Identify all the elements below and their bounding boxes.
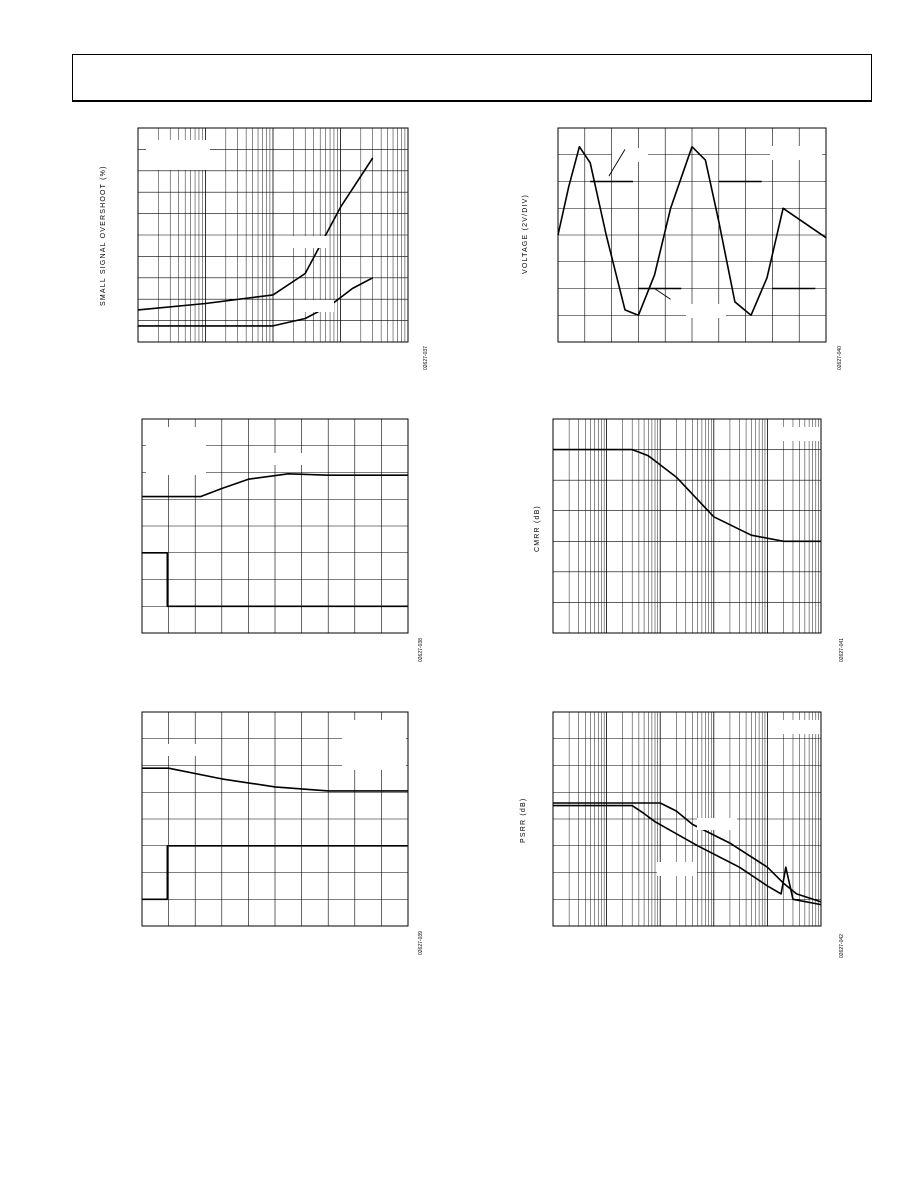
page-header-box bbox=[72, 54, 872, 102]
figure-id-step-up: 02627-038 bbox=[418, 638, 424, 662]
annotation-block bbox=[146, 140, 210, 170]
annotation-block bbox=[298, 300, 334, 312]
ylabel-cmrr: CMRR (dB) bbox=[534, 505, 541, 552]
annotation-block bbox=[342, 720, 406, 770]
annotation-block bbox=[270, 453, 318, 465]
annotation-block bbox=[777, 720, 819, 734]
figure-id-psrr: 02627-042 bbox=[839, 934, 845, 958]
chart-psrr bbox=[552, 711, 822, 927]
plot-frame-cmrr bbox=[553, 419, 821, 633]
annotation-block bbox=[166, 744, 214, 756]
annotation-block bbox=[612, 148, 648, 162]
annotation-block bbox=[773, 427, 819, 441]
chart-cmrr bbox=[552, 418, 822, 634]
ylabel-overshoot: SMALL SIGNAL OVERSHOOT (%) bbox=[100, 165, 107, 306]
annotation-block bbox=[286, 236, 326, 248]
annotation-block bbox=[146, 427, 206, 475]
figure-id-step-down: 02627-039 bbox=[418, 931, 424, 955]
figure-id-cmrr: 02627-041 bbox=[839, 638, 845, 662]
chart-step-down bbox=[141, 711, 409, 927]
grid-cmrr bbox=[553, 419, 821, 633]
ylabel-sine: VOLTAGE (2V/DIV) bbox=[522, 193, 529, 274]
figure-id-overshoot: 02627-037 bbox=[423, 346, 429, 370]
figure-id-sine: 02627-040 bbox=[837, 346, 843, 370]
annotation-block bbox=[697, 818, 737, 830]
chart-step-up bbox=[141, 418, 409, 634]
chart-overshoot bbox=[137, 127, 409, 343]
chart-sine bbox=[557, 127, 827, 343]
series-line-psrr-1 bbox=[553, 803, 821, 902]
series-line-cmrr-0 bbox=[553, 450, 821, 542]
ylabel-psrr: PSRR (dB) bbox=[520, 797, 527, 843]
annotation-block bbox=[686, 304, 726, 318]
annotation-arrow bbox=[654, 289, 670, 300]
annotation-block bbox=[657, 862, 697, 876]
annotation-block bbox=[770, 146, 822, 160]
